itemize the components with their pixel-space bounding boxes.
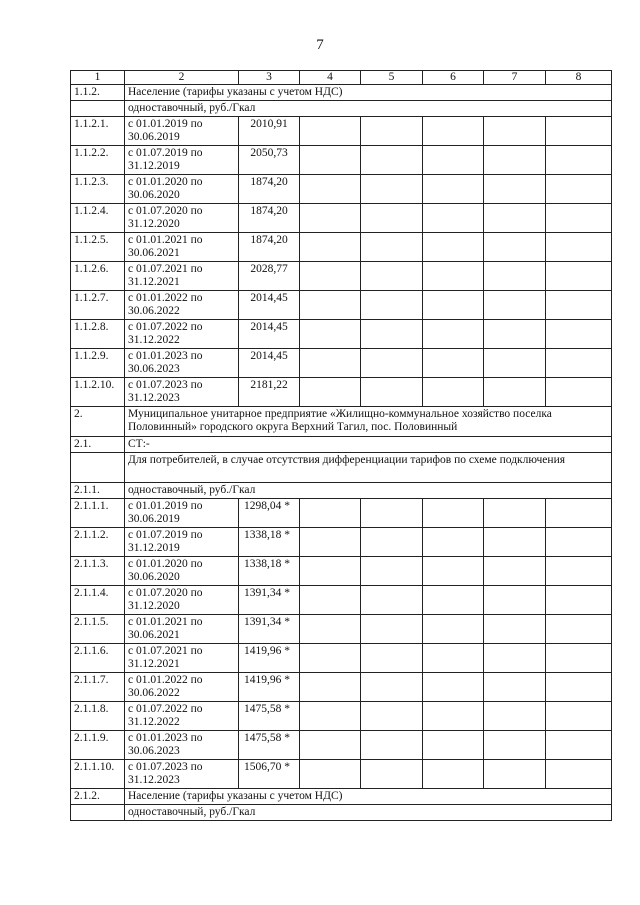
empty-cell — [300, 378, 361, 407]
period-cell — [125, 117, 239, 146]
row-number: 1.1.2. — [71, 85, 125, 101]
empty-cell — [546, 233, 612, 262]
empty-cell — [546, 760, 612, 789]
period-cell — [125, 528, 239, 557]
empty-cell — [484, 117, 546, 146]
period-start: с 01.07.2021 по — [128, 263, 203, 275]
empty-cell — [484, 233, 546, 262]
empty-cell — [546, 291, 612, 320]
period-cell — [125, 702, 239, 731]
empty-cell — [423, 528, 484, 557]
empty-cell — [423, 320, 484, 349]
period-start: с 01.01.2019 по — [128, 118, 203, 130]
period-cell — [125, 146, 239, 175]
empty-cell — [546, 528, 612, 557]
period-end: 31.12.2023 — [128, 774, 180, 786]
period-cell — [125, 349, 239, 378]
empty-cell — [423, 204, 484, 233]
column-number-header-row — [71, 71, 612, 85]
tariff-value: 1475,58 * — [239, 731, 300, 760]
row-number: 1.1.2.8. — [71, 320, 125, 349]
period-end: 31.12.2021 — [128, 658, 180, 670]
empty-cell — [423, 557, 484, 586]
empty-cell — [546, 204, 612, 233]
period-start: с 01.07.2019 по — [128, 529, 203, 541]
empty-cell — [546, 349, 612, 378]
empty-cell — [423, 760, 484, 789]
table-body — [71, 71, 612, 821]
empty-cell — [423, 349, 484, 378]
row-number: 1.1.2.1. — [71, 117, 125, 146]
column-header: 8 — [546, 71, 612, 85]
empty-cell — [361, 644, 423, 673]
period-cell — [125, 499, 239, 528]
empty-cell — [300, 499, 361, 528]
table-row — [71, 175, 612, 204]
row-number: 1.1.2.4. — [71, 204, 125, 233]
row-number: 1.1.2.7. — [71, 291, 125, 320]
empty-cell — [484, 291, 546, 320]
table-row — [71, 262, 612, 291]
empty-cell — [300, 117, 361, 146]
empty-cell — [423, 702, 484, 731]
period-cell — [125, 262, 239, 291]
subsection-title: одноставочный, руб./Гкал — [125, 101, 612, 117]
tariff-value: 1419,96 * — [239, 644, 300, 673]
section-row — [71, 483, 612, 499]
table-row — [71, 349, 612, 378]
period-end: 31.12.2019 — [128, 160, 180, 172]
row-number: 2.1. — [71, 437, 125, 453]
column-header: 4 — [300, 71, 361, 85]
subsection-row — [71, 101, 612, 117]
period-start: с 01.01.2023 по — [128, 732, 203, 744]
empty-cell — [546, 117, 612, 146]
empty-cell — [300, 731, 361, 760]
empty-cell — [300, 262, 361, 291]
empty-cell — [423, 175, 484, 204]
row-number: 1.1.2.9. — [71, 349, 125, 378]
period-start: с 01.01.2021 по — [128, 234, 203, 246]
empty-cell — [300, 320, 361, 349]
row-number: 2. — [71, 407, 125, 437]
empty-cell — [300, 760, 361, 789]
empty-cell — [361, 615, 423, 644]
tariff-value: 1874,20 — [239, 204, 300, 233]
tariff-value: 1391,34 * — [239, 586, 300, 615]
period-cell — [125, 204, 239, 233]
subsection-row — [71, 453, 612, 483]
row-number: 2.1.1.1. — [71, 499, 125, 528]
empty-cell — [361, 378, 423, 407]
period-end: 31.12.2022 — [128, 334, 180, 346]
empty-cell — [484, 673, 546, 702]
empty-cell — [361, 557, 423, 586]
row-number: 2.1.1.4. — [71, 586, 125, 615]
empty-cell — [300, 175, 361, 204]
period-end: 30.06.2021 — [128, 247, 180, 259]
row-number: 1.1.2.3. — [71, 175, 125, 204]
row-number: 2.1.1.7. — [71, 673, 125, 702]
empty-cell — [546, 262, 612, 291]
subsection-title: одноставочный, руб./Гкал — [125, 805, 612, 821]
row-number: 2.1.1. — [71, 483, 125, 499]
empty-cell — [300, 557, 361, 586]
tariff-value: 2014,45 — [239, 320, 300, 349]
empty-cell — [423, 499, 484, 528]
table-row — [71, 673, 612, 702]
empty-cell — [546, 175, 612, 204]
empty-cell — [484, 644, 546, 673]
empty-cell — [300, 233, 361, 262]
empty-cell — [484, 615, 546, 644]
empty-cell — [546, 644, 612, 673]
row-number: 1.1.2.5. — [71, 233, 125, 262]
row-number: 2.1.2. — [71, 789, 125, 805]
empty-cell — [423, 586, 484, 615]
page-number: 7 — [316, 37, 324, 53]
period-cell — [125, 291, 239, 320]
period-cell — [125, 586, 239, 615]
period-end: 30.06.2021 — [128, 629, 180, 641]
section-row — [71, 407, 612, 437]
empty-cell — [361, 204, 423, 233]
period-start: с 01.01.2020 по — [128, 176, 203, 188]
table-row — [71, 557, 612, 586]
period-end: 30.06.2023 — [128, 745, 180, 757]
table-row — [71, 702, 612, 731]
period-cell — [125, 557, 239, 586]
empty-cell — [546, 378, 612, 407]
row-number: 2.1.1.3. — [71, 557, 125, 586]
empty-cell — [71, 805, 125, 821]
empty-cell — [71, 453, 125, 483]
column-header: 7 — [484, 71, 546, 85]
tariff-value: 1391,34 * — [239, 615, 300, 644]
empty-cell — [361, 117, 423, 146]
subsection-title: Для потребителей, в случае отсутствия дифференциации тарифов по схеме подключения — [125, 453, 612, 483]
empty-cell — [361, 499, 423, 528]
table-row — [71, 586, 612, 615]
empty-cell — [484, 499, 546, 528]
period-end: 30.06.2019 — [128, 131, 180, 143]
empty-cell — [546, 320, 612, 349]
tariff-value: 1874,20 — [239, 233, 300, 262]
period-end: 30.06.2022 — [128, 305, 180, 317]
table-row — [71, 378, 612, 407]
empty-cell — [423, 146, 484, 175]
empty-cell — [484, 349, 546, 378]
period-start: с 01.07.2023 по — [128, 379, 203, 391]
row-number: 2.1.1.9. — [71, 731, 125, 760]
empty-cell — [423, 615, 484, 644]
empty-cell — [300, 204, 361, 233]
empty-cell — [546, 702, 612, 731]
tariff-value: 1298,04 * — [239, 499, 300, 528]
period-end: 30.06.2020 — [128, 189, 180, 201]
table-row — [71, 760, 612, 789]
empty-cell — [484, 262, 546, 291]
period-start: с 01.07.2019 по — [128, 147, 203, 159]
period-cell — [125, 320, 239, 349]
table-row — [71, 731, 612, 760]
period-start: с 01.07.2022 по — [128, 703, 203, 715]
empty-cell — [484, 760, 546, 789]
column-header: 6 — [423, 71, 484, 85]
table-row — [71, 499, 612, 528]
empty-cell — [484, 378, 546, 407]
empty-cell — [361, 175, 423, 204]
period-end: 30.06.2020 — [128, 571, 180, 583]
tariff-value: 1338,18 * — [239, 557, 300, 586]
row-number: 1.1.2.6. — [71, 262, 125, 291]
period-end: 30.06.2022 — [128, 687, 180, 699]
period-cell — [125, 233, 239, 262]
table-row — [71, 117, 612, 146]
empty-cell — [300, 291, 361, 320]
empty-cell — [361, 702, 423, 731]
empty-cell — [484, 731, 546, 760]
tariff-value: 1874,20 — [239, 175, 300, 204]
empty-cell — [546, 586, 612, 615]
table-row — [71, 320, 612, 349]
empty-cell — [484, 204, 546, 233]
period-start: с 01.01.2022 по — [128, 292, 203, 304]
empty-cell — [423, 378, 484, 407]
empty-cell — [361, 291, 423, 320]
period-start: с 01.07.2023 по — [128, 761, 203, 773]
tariff-value: 2050,73 — [239, 146, 300, 175]
column-header: 1 — [71, 71, 125, 85]
empty-cell — [423, 233, 484, 262]
period-cell — [125, 760, 239, 789]
period-end: 31.12.2023 — [128, 392, 180, 404]
empty-cell — [300, 615, 361, 644]
section-row — [71, 789, 612, 805]
empty-cell — [300, 644, 361, 673]
row-number: 2.1.1.2. — [71, 528, 125, 557]
tariff-value: 1419,96 * — [239, 673, 300, 702]
table-row — [71, 528, 612, 557]
period-cell — [125, 615, 239, 644]
table-row — [71, 204, 612, 233]
section-title: Население (тарифы указаны с учетом НДС) — [125, 789, 612, 805]
period-cell — [125, 731, 239, 760]
empty-cell — [423, 673, 484, 702]
period-end: 31.12.2022 — [128, 716, 180, 728]
period-end: 30.06.2019 — [128, 513, 180, 525]
empty-cell — [546, 499, 612, 528]
empty-cell — [484, 702, 546, 731]
empty-cell — [300, 673, 361, 702]
empty-cell — [423, 644, 484, 673]
empty-cell — [423, 117, 484, 146]
section-row — [71, 85, 612, 101]
tariff-value: 1506,70 * — [239, 760, 300, 789]
empty-cell — [423, 262, 484, 291]
subsection-row — [71, 805, 612, 821]
empty-cell — [546, 731, 612, 760]
row-number: 1.1.2.2. — [71, 146, 125, 175]
table-row — [71, 291, 612, 320]
period-end: 31.12.2020 — [128, 600, 180, 612]
period-start: с 01.01.2023 по — [128, 350, 203, 362]
empty-cell — [484, 586, 546, 615]
empty-cell — [361, 262, 423, 291]
tariff-value: 2010,91 — [239, 117, 300, 146]
empty-cell — [546, 146, 612, 175]
column-header: 5 — [361, 71, 423, 85]
empty-cell — [361, 731, 423, 760]
period-start: с 01.07.2021 по — [128, 645, 203, 657]
empty-cell — [546, 557, 612, 586]
table-row — [71, 146, 612, 175]
period-start: с 01.01.2020 по — [128, 558, 203, 570]
empty-cell — [300, 146, 361, 175]
empty-cell — [546, 615, 612, 644]
row-number: 2.1.1.10. — [71, 760, 125, 789]
empty-cell — [423, 291, 484, 320]
period-start: с 01.07.2020 по — [128, 587, 203, 599]
section-title: Население (тарифы указаны с учетом НДС) — [125, 85, 612, 101]
period-start: с 01.07.2022 по — [128, 321, 203, 333]
empty-cell — [484, 557, 546, 586]
period-cell — [125, 644, 239, 673]
period-start: с 01.01.2019 по — [128, 500, 203, 512]
tariff-value: 2014,45 — [239, 291, 300, 320]
empty-cell — [300, 349, 361, 378]
tariff-value: 1338,18 * — [239, 528, 300, 557]
period-end: 31.12.2019 — [128, 542, 180, 554]
tariff-value: 2014,45 — [239, 349, 300, 378]
empty-cell — [484, 528, 546, 557]
table-row — [71, 615, 612, 644]
empty-cell — [484, 175, 546, 204]
empty-cell — [361, 233, 423, 262]
period-cell — [125, 378, 239, 407]
period-end: 31.12.2021 — [128, 276, 180, 288]
period-end: 30.06.2023 — [128, 363, 180, 375]
empty-cell — [300, 702, 361, 731]
row-number: 2.1.1.8. — [71, 702, 125, 731]
empty-cell — [546, 673, 612, 702]
row-number: 2.1.1.5. — [71, 615, 125, 644]
period-cell — [125, 175, 239, 204]
row-number: 2.1.1.6. — [71, 644, 125, 673]
tariff-value: 2181,22 — [239, 378, 300, 407]
empty-cell — [361, 320, 423, 349]
column-header: 3 — [239, 71, 300, 85]
empty-cell — [361, 673, 423, 702]
section-title: СТ:- — [125, 437, 612, 453]
period-end: 31.12.2020 — [128, 218, 180, 230]
empty-cell — [300, 586, 361, 615]
section-title: Муниципальное унитарное предприятие «Жилищно-коммунальное хозяйство поселка Половинный» городского округа Верхний Тагил, пос. Половинный — [125, 407, 612, 437]
empty-cell — [423, 731, 484, 760]
row-number: 1.1.2.10. — [71, 378, 125, 407]
tariff-table — [70, 70, 612, 821]
empty-cell — [484, 146, 546, 175]
table-row — [71, 644, 612, 673]
column-header: 2 — [125, 71, 239, 85]
tariff-value: 1475,58 * — [239, 702, 300, 731]
table-row — [71, 233, 612, 262]
tariff-value: 2028,77 — [239, 262, 300, 291]
empty-cell — [361, 528, 423, 557]
empty-cell — [484, 320, 546, 349]
empty-cell — [71, 101, 125, 117]
section-title: одноставочный, руб./Гкал — [125, 483, 612, 499]
empty-cell — [361, 349, 423, 378]
period-start: с 01.01.2021 по — [128, 616, 203, 628]
empty-cell — [361, 760, 423, 789]
period-cell — [125, 673, 239, 702]
empty-cell — [361, 146, 423, 175]
empty-cell — [361, 586, 423, 615]
period-start: с 01.01.2022 по — [128, 674, 203, 686]
empty-cell — [300, 528, 361, 557]
period-start: с 01.07.2020 по — [128, 205, 203, 217]
section-row — [71, 437, 612, 453]
